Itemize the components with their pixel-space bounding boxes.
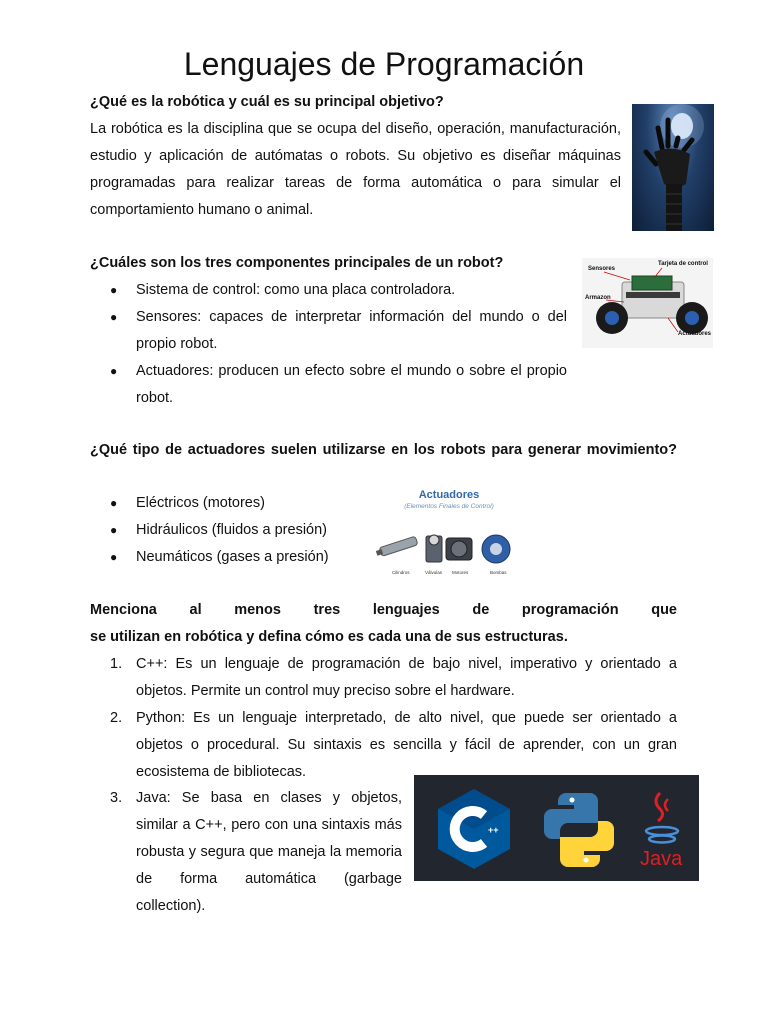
robot-hand-image: [632, 104, 714, 231]
page-title: Lenguajes de Programación: [183, 46, 585, 82]
cpp-plus-text: ++: [488, 825, 499, 835]
components-list: [90, 277, 567, 412]
bullet-marker: ●: [110, 364, 118, 378]
bullet-marker: ●: [110, 523, 118, 537]
number-marker: 1.: [110, 656, 123, 672]
bullet-marker: ●: [110, 310, 118, 324]
languages-list: [90, 651, 677, 786]
answer-robotics: La robótica es la disciplina que se ocupa del diseño, operación, manufacturación, estudio y aplicación de autómatas o robots. Su objetivo es diseñar máquinas programadas para realizar tareas de forma automática o para simular el comportamiento humano o animal.: [90, 121, 621, 218]
programming-languages-image: [414, 775, 699, 881]
question-actuators: ¿Qué tipo de actuadores suelen utilizarse en los robots para generar movimiento?: [90, 442, 677, 458]
bullet-marker: ●: [110, 550, 118, 564]
number-marker: 2.: [110, 710, 123, 726]
list-item: ● Hidráulicos (fluidos a presión): [90, 517, 390, 544]
list-item: 3. Java: Se basa en clases y objetos, similar a C++, pero con una sintaxis más robusta y segura que maneja la memoria de forma automática (garbage collection).: [90, 785, 402, 920]
list-item: 2. Python: Es un lenguaje interpretado, de alto nivel, que puede ser orientado a objetos o procedural. Su sintaxis es sencilla y fácil de aprender, con un gran ecosistema de bibliotecas.: [90, 705, 677, 786]
actuators-image: Actuadores (Elementos Finales de Control) Cilindros Válvulas Motores Bombas: [376, 484, 522, 582]
question-components: ¿Cuáles son los tres componentes principales de un robot?: [90, 255, 504, 271]
list-item: 1. C++: Es un lenguaje de programación de bajo nivel, imperativo y orientado a objetos. Permite un control muy preciso sobre el hardware.: [90, 651, 677, 705]
actuators-list: [90, 490, 390, 571]
bullet-marker: ●: [110, 496, 118, 510]
languages-list-cont: [90, 785, 402, 920]
bullet-marker: ●: [110, 283, 118, 297]
robot-kit-image: Sensores Tarjeta de control Armazon Actuadores: [582, 258, 713, 348]
question-languages-line1: Menciona al menos tres lenguajes de programación que: [90, 602, 677, 618]
list-item: ● Sensores: capaces de interpretar información del mundo o del propio robot.: [90, 304, 567, 358]
question-languages-line2: se utilizan en robótica y defina cómo es cada una de sus estructuras.: [90, 629, 568, 645]
java-wordmark: Java: [640, 848, 683, 870]
list-item: ● Eléctricos (motores): [90, 490, 390, 517]
list-item: ● Sistema de control: como una placa controladora.: [90, 277, 567, 304]
number-marker: 3.: [110, 790, 123, 806]
list-item: ● Actuadores: producen un efecto sobre el mundo o sobre el propio robot.: [90, 358, 567, 412]
list-item: ● Neumáticos (gases a presión): [90, 544, 390, 571]
question-robotics: ¿Qué es la robótica y cuál es su principal objetivo?: [90, 94, 444, 110]
